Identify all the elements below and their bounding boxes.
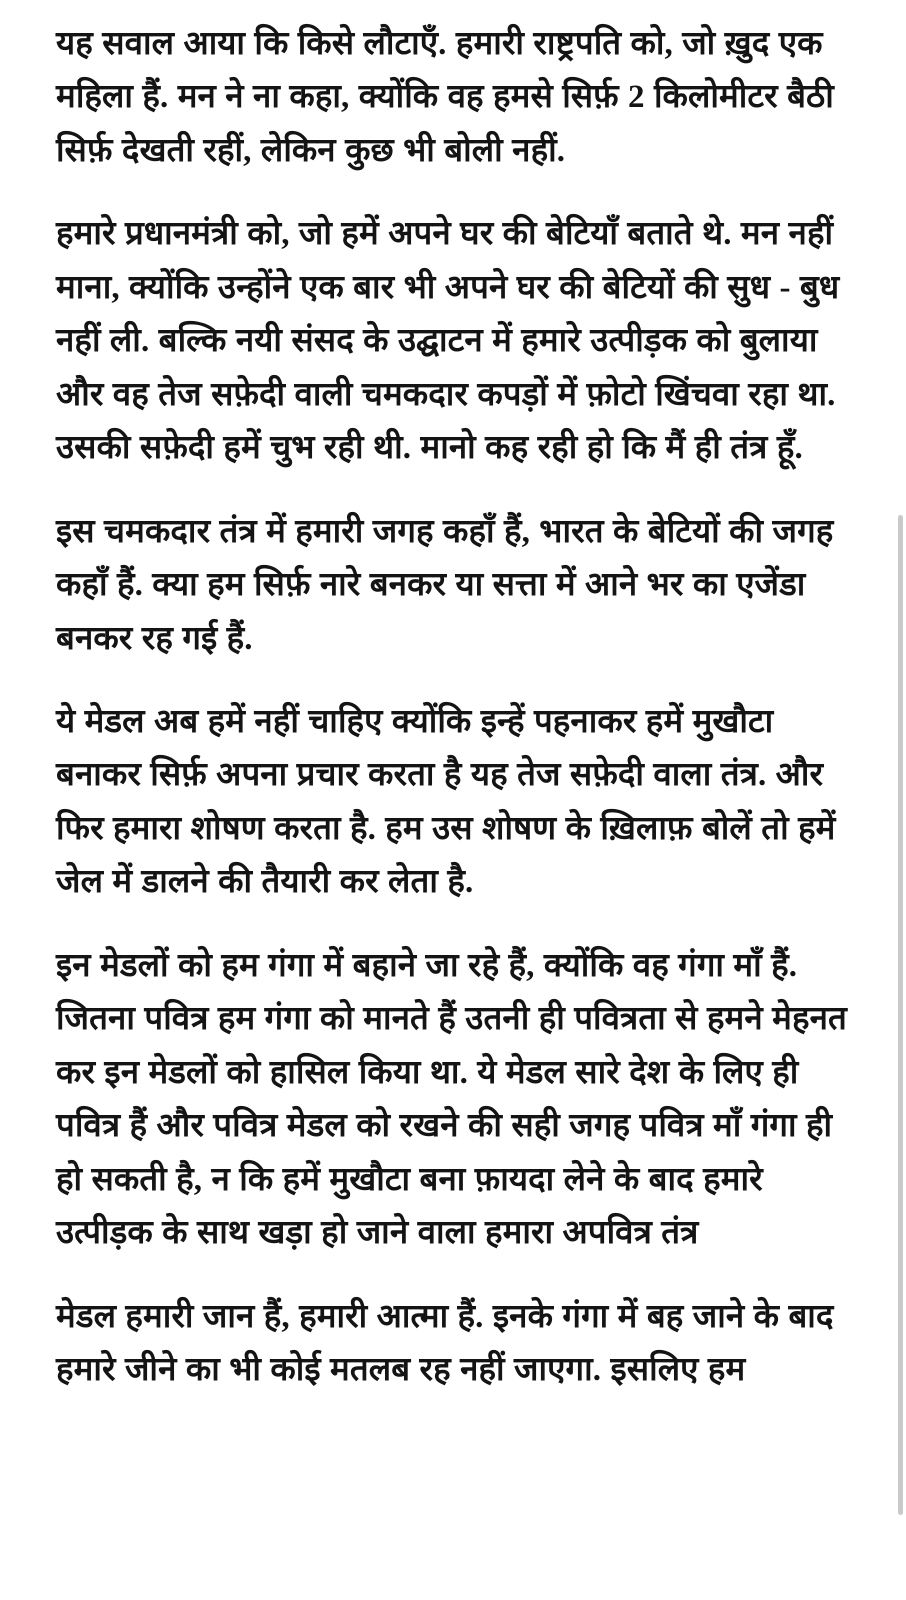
- paragraph: ये मेडल अब हमें नहीं चाहिए क्योंकि इन्हें पहनाकर हमें मुखौटा बनाकर सिर्फ़ अपना प्रचार करता है यह तेज सफ़ेदी वाला तंत्र. और फिर हमारा शोषण करता है. हम उस शोषण के ख़िलाफ़ बोलें तो हमें जेल में डालने की तैयारी कर लेता है.: [56, 703, 836, 901]
- paragraph: हमारे प्रधानमंत्री को, जो हमें अपने घर की बेटियाँ बताते थे. मन नहीं माना, क्योंकि उन्होंने एक बार भी अपने घर की बेटियों की सुध - बुध नहीं ली. बल्कि नयी संसद के उद्घाटन में हमारे उत्पीड़क को बुलाया और वह तेज सफ़ेदी वाली चमकदार कपड़ों में फ़ोटो खिंचवा रहा था. उसकी सफ़ेदी हमें चुभ रही थी. मानो कह रही हो कि मैं ही तंत्र हूँ.: [56, 216, 840, 467]
- scrollbar-thumb[interactable]: [898, 515, 903, 1515]
- document-text-body: [56, 18, 854, 1397]
- paragraph: इन मेडलों को हम गंगा में बहाने जा रहे हैं, क्योंकि वह गंगा माँ हैं. जितना पवित्र हम गंगा को मानते हैं उतनी ही पवित्रता से हमने मेहनत कर इन मेडलों को हासिल किया था. ये मेडल सारे देश के लिए ही पवित्र हैं और पवित्र मेडल को रखने की सही जगह पवित्र माँ गंगा ही हो सकती है, न कि हमें मुखौटा बना फ़ायदा लेने के बाद हमारे उत्पीड़क के साथ खड़ा हो जाने वाला हमारा अपवित्र तंत्र: [56, 947, 847, 1252]
- paragraph: यह सवाल आया कि किसे लौटाएँ. हमारी राष्ट्रपति को, जो ख़ुद एक महिला हैं. मन ने ना कहा, क्योंकि वह हमसे सिर्फ़ 2 किलोमीटर बैठी सिर्फ़ देखती रहीं, लेकिन कुछ भी बोली नहीं.: [56, 26, 834, 169]
- paragraph: मेडल हमारी जान हैं, हमारी आत्मा हैं. इनके गंगा में बह जाने के बाद हमारे जीने का भी कोई मतलब रह नहीं जाएगा. इसलिए हम: [56, 1298, 834, 1388]
- paragraph: इस चमकदार तंत्र में हमारी जगह कहाँ हैं, भारत के बेटियों की जगह कहाँ हैं. क्या हम सिर्फ़ नारे बनकर या सत्ता में आने भर का एजेंडा बनकर रह गई हैं.: [56, 513, 834, 657]
